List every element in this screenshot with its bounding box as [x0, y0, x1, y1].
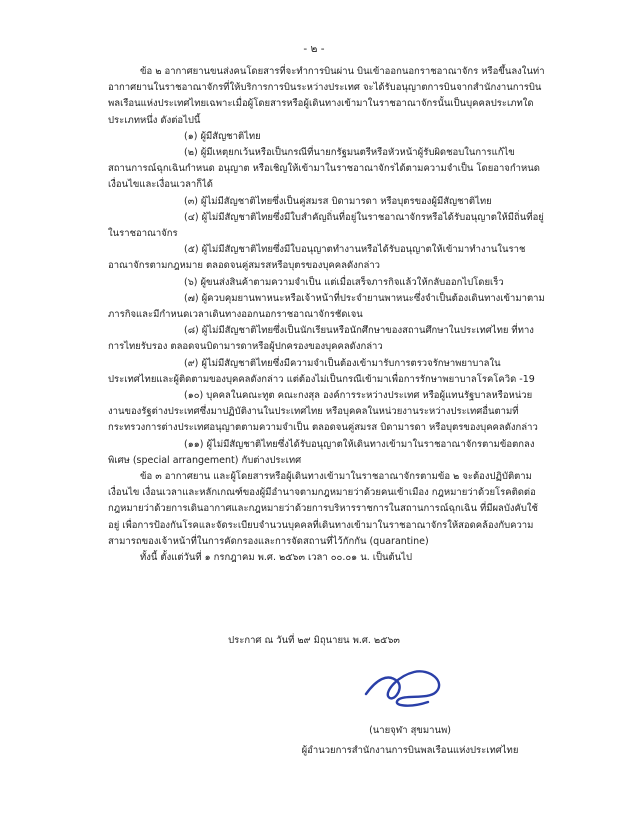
signature-image — [358, 660, 454, 710]
paragraph: ทั้งนี้ ตั้งแต่วันที่ ๑ กรกฎาคม พ.ศ. ๒๕๖๓ เวลา ๐๐.๐๑ น. เป็นต้นไป — [140, 552, 412, 564]
list-item: (๓) ผู้ไม่มีสัญชาติไทยซึ่งเป็นคู่สมรส บิดามารดา หรือบุตรของผู้มีสัญชาติไทย — [184, 195, 492, 207]
paragraph: ข้อ ๓ อากาศยาน และผู้โดยสารหรือผู้เดินทางเข้ามาในราชอาณาจักรตามข้อ ๒ จะต้องปฏิบัติตามเงื่อนไข เงื่อนเวลาและหลักเกณฑ์ของผู้มีอำนาจตามกฎหมายว่าด้วยคนเข้าเมือง กฎหมายว่าด้วยโรคติดต่อ กฎหมายว่าด้วยการเดินอากาศและกฎหมายว่าด้วยการบริหารราชการในสถานการณ์ฉุกเฉิน ที่มีผลบังคับใช้อยู่ เพื่อการป้องกันโรคและจัดระเบียบจำนวนบุคคลที่เดินทางเข้ามาในราชอาณาจักรให้สอดคล้องกับความสามารถของเจ้าหน้าที่ในการคัดกรองและการจัดสถานที่ไว้กักกัน (quarantine) — [108, 471, 539, 547]
list-item: (๙) ผู้ไม่มีสัญชาติไทยซึ่งมีความจำเป็นต้องเข้ามารับการตรวจรักษาพยาบาลในประเทศไทยและผู้ติดตามของบุคคลดังกล่าว แต่ต้องไม่เป็นกรณีเข้ามาเพื่อการรักษาพยาบาลโรคโควิด -19 — [108, 357, 535, 385]
list-item: (๖) ผู้ขนส่งสินค้าตามความจำเป็น แต่เมื่อเสร็จภารกิจแล้วให้กลับออกไปโดยเร็ว — [184, 276, 504, 288]
list-item: (๔) ผู้ไม่มีสัญชาติไทยซึ่งมีใบสำคัญถิ่นที่อยู่ในราชอาณาจักรหรือได้รับอนุญาตให้มีถิ่นที่อยู่ในราชอาณาจักร — [108, 211, 544, 240]
list-item: (๑) ผู้มีสัญชาติไทย — [184, 130, 261, 142]
list-item: (๕) ผู้ไม่มีสัญชาติไทยซึ่งมีใบอนุญาตทำงานหรือได้รับอนุญาตให้เข้ามาทำงานในราชอาณาจักรตามกฎหมาย ตลอดจนคู่สมรสหรือบุตรของบุคคลดังกล่าว — [108, 244, 526, 272]
signer-name: (นายจุฬา สุขมานพ) — [369, 725, 451, 736]
announcement-date: ประกาศ ณ วันที่ ๒๙ มิถุนายน พ.ศ. ๒๕๖๓ — [228, 635, 400, 646]
document-body — [108, 64, 548, 566]
list-item: (๘) ผู้ไม่มีสัญชาติไทยซึ่งเป็นนักเรียนหรือนักศึกษาของสถานศึกษาในประเทศไทย ที่ทางการไทยรับรอง ตลอดจนบิดามารดาหรือผู้ปกครองของบุคคลดังกล่าว — [108, 325, 534, 353]
signer-title: ผู้อำนวยการสำนักงานการบินพลเรือนแห่งประเทศไทย — [301, 745, 519, 756]
list-item: (๒) ผู้มีเหตุยกเว้นหรือเป็นกรณีที่นายกรัฐมนตรีหรือหัวหน้าผู้รับผิดชอบในการแก้ไขสถานการณ์ฉุกเฉินกำหนด อนุญาต หรือเชิญให้เข้ามาในราชอาณาจักรได้ตามความจำเป็น โดยอาจกำหนดเงื่อนไขและเงื่อนเวลาก็ได้ — [108, 147, 540, 191]
list-item: (๗) ผู้ควบคุมยานพาหนะหรือเจ้าหน้าที่ประจำยานพาหนะซึ่งจำเป็นต้องเดินทางเข้ามาตามภารกิจและมีกำหนดเวลาเดินทางออกนอกราชอาณาจักรชัดเจน — [108, 292, 545, 321]
list-item: (๑๑) ผู้ไม่มีสัญชาติไทยซึ่งได้รับอนุญาตให้เดินทางเข้ามาในราชอาณาจักรตามข้อตกลงพิเศษ (special arrangement) กับต่างประเทศ — [108, 438, 535, 466]
list-item: (๑๐) บุคคลในคณะทูต คณะกงสุล องค์การระหว่างประเทศ หรือผู้แทนรัฐบาลหรือหน่วยงานของรัฐต่างประเทศซึ่งมาปฏิบัติงานในประเทศไทย หรือบุคคลในหน่วยงานระหว่างประเทศอื่นตามที่กระทรวงการต่างประเทศอนุญาตตามความจำเป็น ตลอดจนคู่สมรส บิดามารดา หรือบุตรของบุคคลดังกล่าว — [108, 390, 538, 434]
paragraph: ข้อ ๒ อากาศยานขนส่งคนโดยสารที่จะทำการบินผ่าน บินเข้าออกนอกราชอาณาจักร หรือขึ้นลงในท่าอากาศยานในราชอาณาจักรที่ให้บริการการบินระหว่างประเทศ จะได้รับอนุญาตการบินจากสำนักงานการบินพลเรือนแห่งประเทศไทยเฉพาะเมื่อผู้โดยสารหรือผู้เดินทางเข้ามาในราชอาณาจักรนั้นเป็นบุคคลประเภทใดประเภทหนึ่ง ดังต่อไปนี้ — [108, 66, 545, 126]
page-number: - ๒ - — [303, 43, 325, 55]
